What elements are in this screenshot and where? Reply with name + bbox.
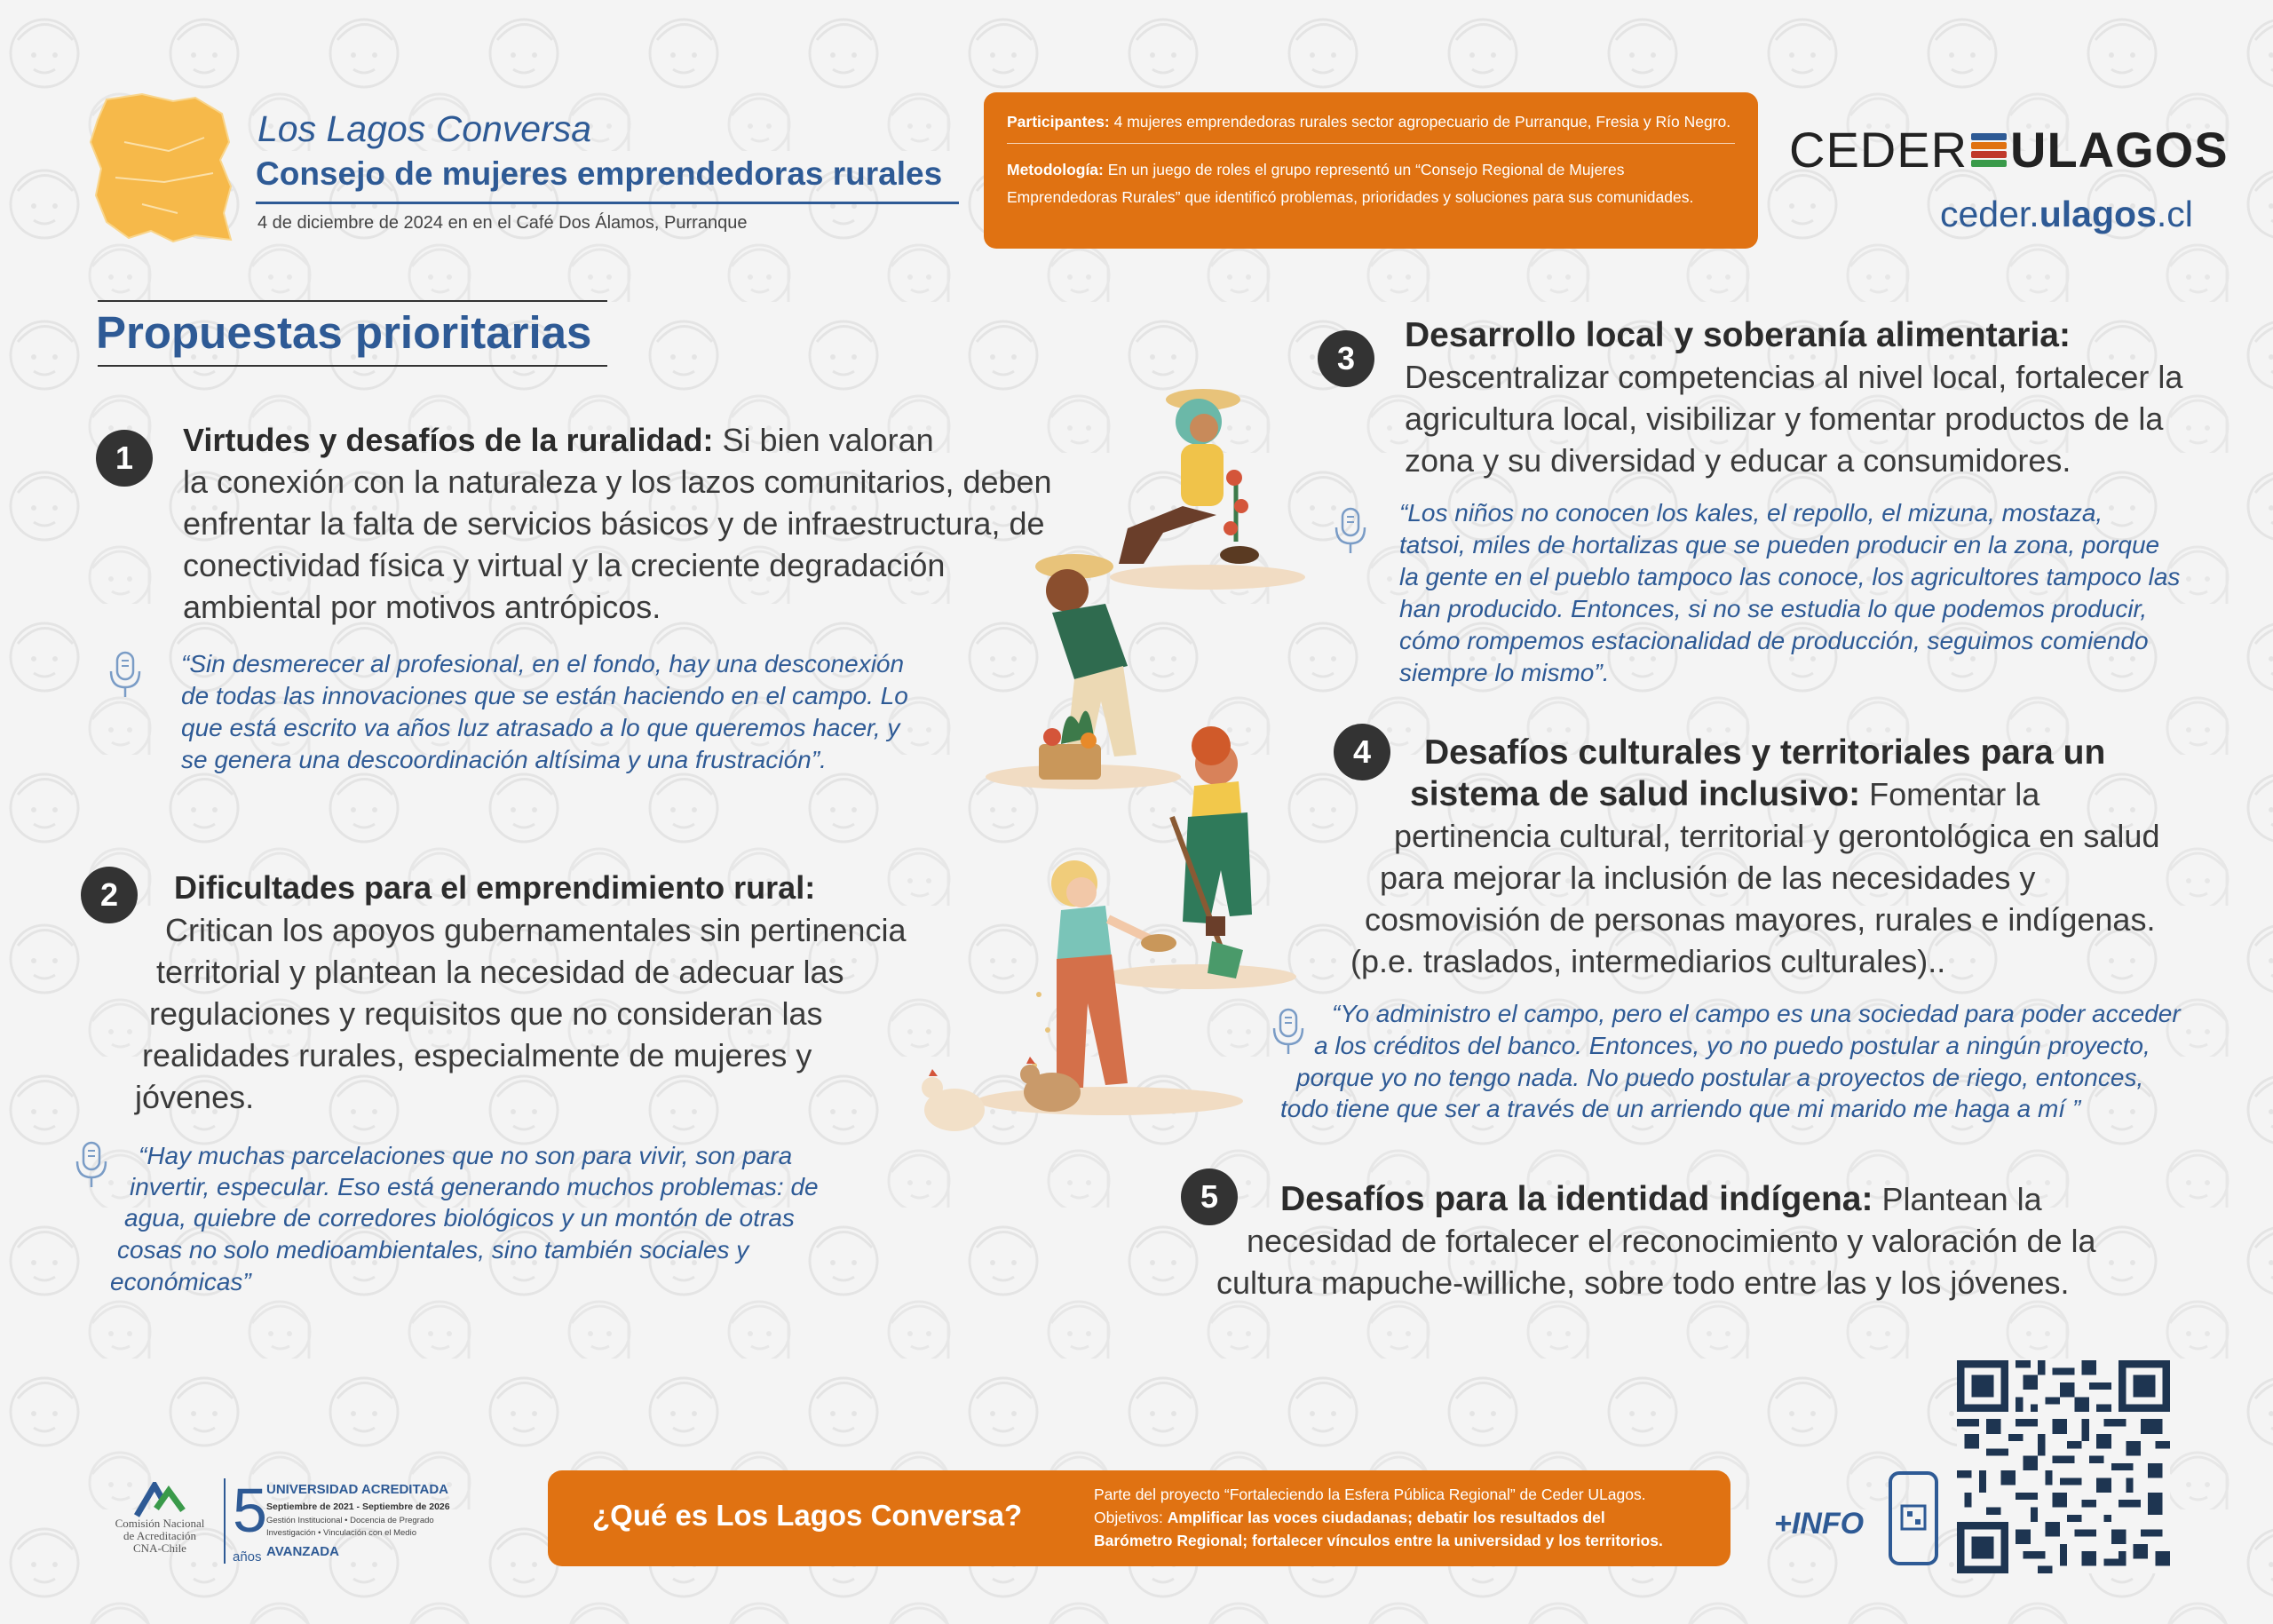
item-2-quote-line-3: agua, quiebre de corredores biológicos y un montón de otras — [124, 1204, 795, 1232]
item-4-heading-a: Desafíos culturales y territoriales para un — [1424, 733, 2106, 772]
microphone-icon — [71, 1140, 112, 1190]
participants-text: Participantes: 4 mujeres emprendedoras rurales sector agropecuario de Purranque, Fresia y Río Negro. — [1007, 113, 1731, 131]
phone-qr-icon — [1888, 1470, 1939, 1566]
flag-stripes-icon — [1971, 131, 2007, 169]
item-4-heading-b: sistema de salud inclusivo: Fomentar la — [1410, 775, 2040, 813]
item-2-heading: Dificultades para el emprendimiento rural: — [174, 869, 816, 906]
participants-box — [984, 92, 1758, 249]
item-4-quote-line-3: porque yo no tengo nada. No puedo postular a proyectos de riego, entonces, — [1296, 1064, 2144, 1091]
item-2-line-2: territorial y plantean la necesidad de adecuar las — [156, 954, 844, 990]
header-subtitle: Consejo de mujeres emprendedoras rurales — [256, 155, 943, 192]
event-date: 4 de diciembre de 2024 en en el Café Dos Álamos, Purranque — [257, 213, 748, 233]
item-5-heading: Desafíos para la identidad indígena: Plantean la — [1280, 1180, 2042, 1218]
item-4-quote-line-2: a los créditos del banco. Entonces, yo no puedo postular a ningún proyecto, — [1314, 1032, 2150, 1059]
more-info-link[interactable]: +INFO — [1774, 1507, 1865, 1541]
section-rule-top — [98, 300, 607, 302]
about-question: ¿Qué es Los Lagos Conversa? — [592, 1499, 1023, 1532]
about-banner — [548, 1470, 1730, 1566]
methodology-text: Metodología: En un juego de roles el grupo representó un “Consejo Regional de Mujeres Emprendedoras Rurales” que identificó problemas, prioridades y soluciones para sus comunidades. — [1007, 161, 1694, 206]
section-title: Propuestas prioritarias — [96, 307, 592, 358]
item-number-3: 3 — [1318, 330, 1374, 387]
website-link[interactable]: ceder.ulagos.cl — [1940, 194, 2193, 234]
item-2-quote-line-2: invertir, especular. Eso está generando muchos problemas: de — [130, 1173, 819, 1200]
microphone-icon — [105, 650, 146, 700]
item-4-line-2: pertinencia cultural, territorial y gerontológica en salud — [1394, 818, 2160, 854]
item-4-quote-line-1: “Yo administro el campo, pero el campo es una sociedad para poder acceder — [1332, 1000, 2181, 1027]
item-number-1: 1 — [96, 430, 153, 487]
item-2-line-1: Critican los apoyos gubernamentales sin pertinencia — [165, 912, 907, 948]
item-2-line-3: regulaciones y requisitos que no consideran las — [149, 995, 823, 1032]
accreditation-logo: Comisión Nacional de Acreditación CNA-Chile 5 años UNIVERSIDAD ACREDITADA Septiembre de 2021 - Septiembre de 2026 Gestión Institucional • Docencia de Pregrado Investigación • Vinculación con el Medio AVANZADA — [115, 1476, 450, 1565]
item-2-quote-line-1: “Hay muchas parcelaciones que no son para vivir, son para — [139, 1142, 793, 1169]
item-3-text: Desarrollo local y soberanía alimentaria: Descentralizar competencias al nivel local, fortalecer la agricultura local, visibilizar y fomentar productos de la zona y su diversidad y educar a consumidores. — [1405, 316, 2183, 479]
item-2-quote-line-5: económicas” — [110, 1268, 251, 1295]
item-2-quote-line-4: cosas no solo medioambientales, sino también sociales y — [117, 1236, 749, 1264]
farmers-illustration — [906, 373, 1323, 1172]
item-3-quote: “Los niños no conocen los kales, el repollo, el mizuna, mostaza, tatsoi, miles de hortalizas que se pueden producir en la zona, porque la gente en el pueblo tampoco las conoce, los agricultores tampoco las han producido. Entonces, si no se estudia lo que podemos producir, cómo rompemos estacionalidad de producción, seguimos comiendo siempre lo mismo”. — [1399, 499, 2181, 686]
info-divider — [1007, 143, 1735, 144]
microphone-icon — [1268, 1007, 1309, 1057]
item-number-4: 4 — [1334, 724, 1390, 780]
item-5-line-3: cultura mapuche-williche, sobre todo entre las y los jóvenes. — [1216, 1264, 2070, 1301]
section-rule-bottom — [98, 365, 607, 367]
item-2-line-5: jóvenes. — [135, 1079, 255, 1115]
item-4-line-3: para mejorar la inclusión de las necesidades y — [1380, 860, 2036, 896]
item-4-line-4: cosmovisión de personas mayores, rurales e indígenas. — [1365, 901, 2156, 938]
about-description: Parte del proyecto “Fortaleciendo la Esfera Pública Regional” de Ceder ULagos. Objetivos: Amplificar las voces ciudadanas; debatir los resultados del Barómetro Regional; fortalecer vínculos entre la universidad y los territorios. — [1094, 1485, 1663, 1549]
qr-code[interactable] — [1957, 1360, 2170, 1573]
item-number-5: 5 — [1181, 1168, 1238, 1225]
item-1-text: Virtudes y desafíos de la ruralidad: Si bien valoran la conexión con la naturaleza y los lazos comunitarios, deben enfrentar la falta de servicios básicos y de infraestructura, de conectividad física y virtual y la creciente degradación ambiental por motivos antrópicos. — [183, 422, 1052, 625]
header-divider — [256, 202, 959, 204]
ceder-ulagos-logo: CEDER ULAGOS — [1789, 122, 2229, 178]
item-4-line-5: (p.e. traslados, intermediarios culturales).. — [1350, 943, 1946, 979]
item-number-2: 2 — [81, 867, 138, 923]
item-1-quote: “Sin desmerecer al profesional, en el fondo, hay una desconexión de todas las innovaciones que se están haciendo en el campo. Lo que está escrito va años luz atrasado a lo que queremos hacer, y se genera una descoordinación altísima y una frustración”. — [181, 650, 908, 773]
header-title: Los Lagos Conversa — [257, 108, 592, 149]
region-map — [89, 89, 235, 244]
item-4-quote-line-4: todo tiene que ser a través de un arriendo que mi marido me haga a mí ” — [1280, 1095, 2081, 1122]
cna-mark-icon — [130, 1482, 188, 1517]
item-5-line-2: necesidad de fortalecer el reconocimiento y valoración de la — [1247, 1223, 2096, 1259]
microphone-icon — [1330, 506, 1371, 556]
item-2-line-4: realidades rurales, especialmente de mujeres y — [142, 1037, 812, 1073]
